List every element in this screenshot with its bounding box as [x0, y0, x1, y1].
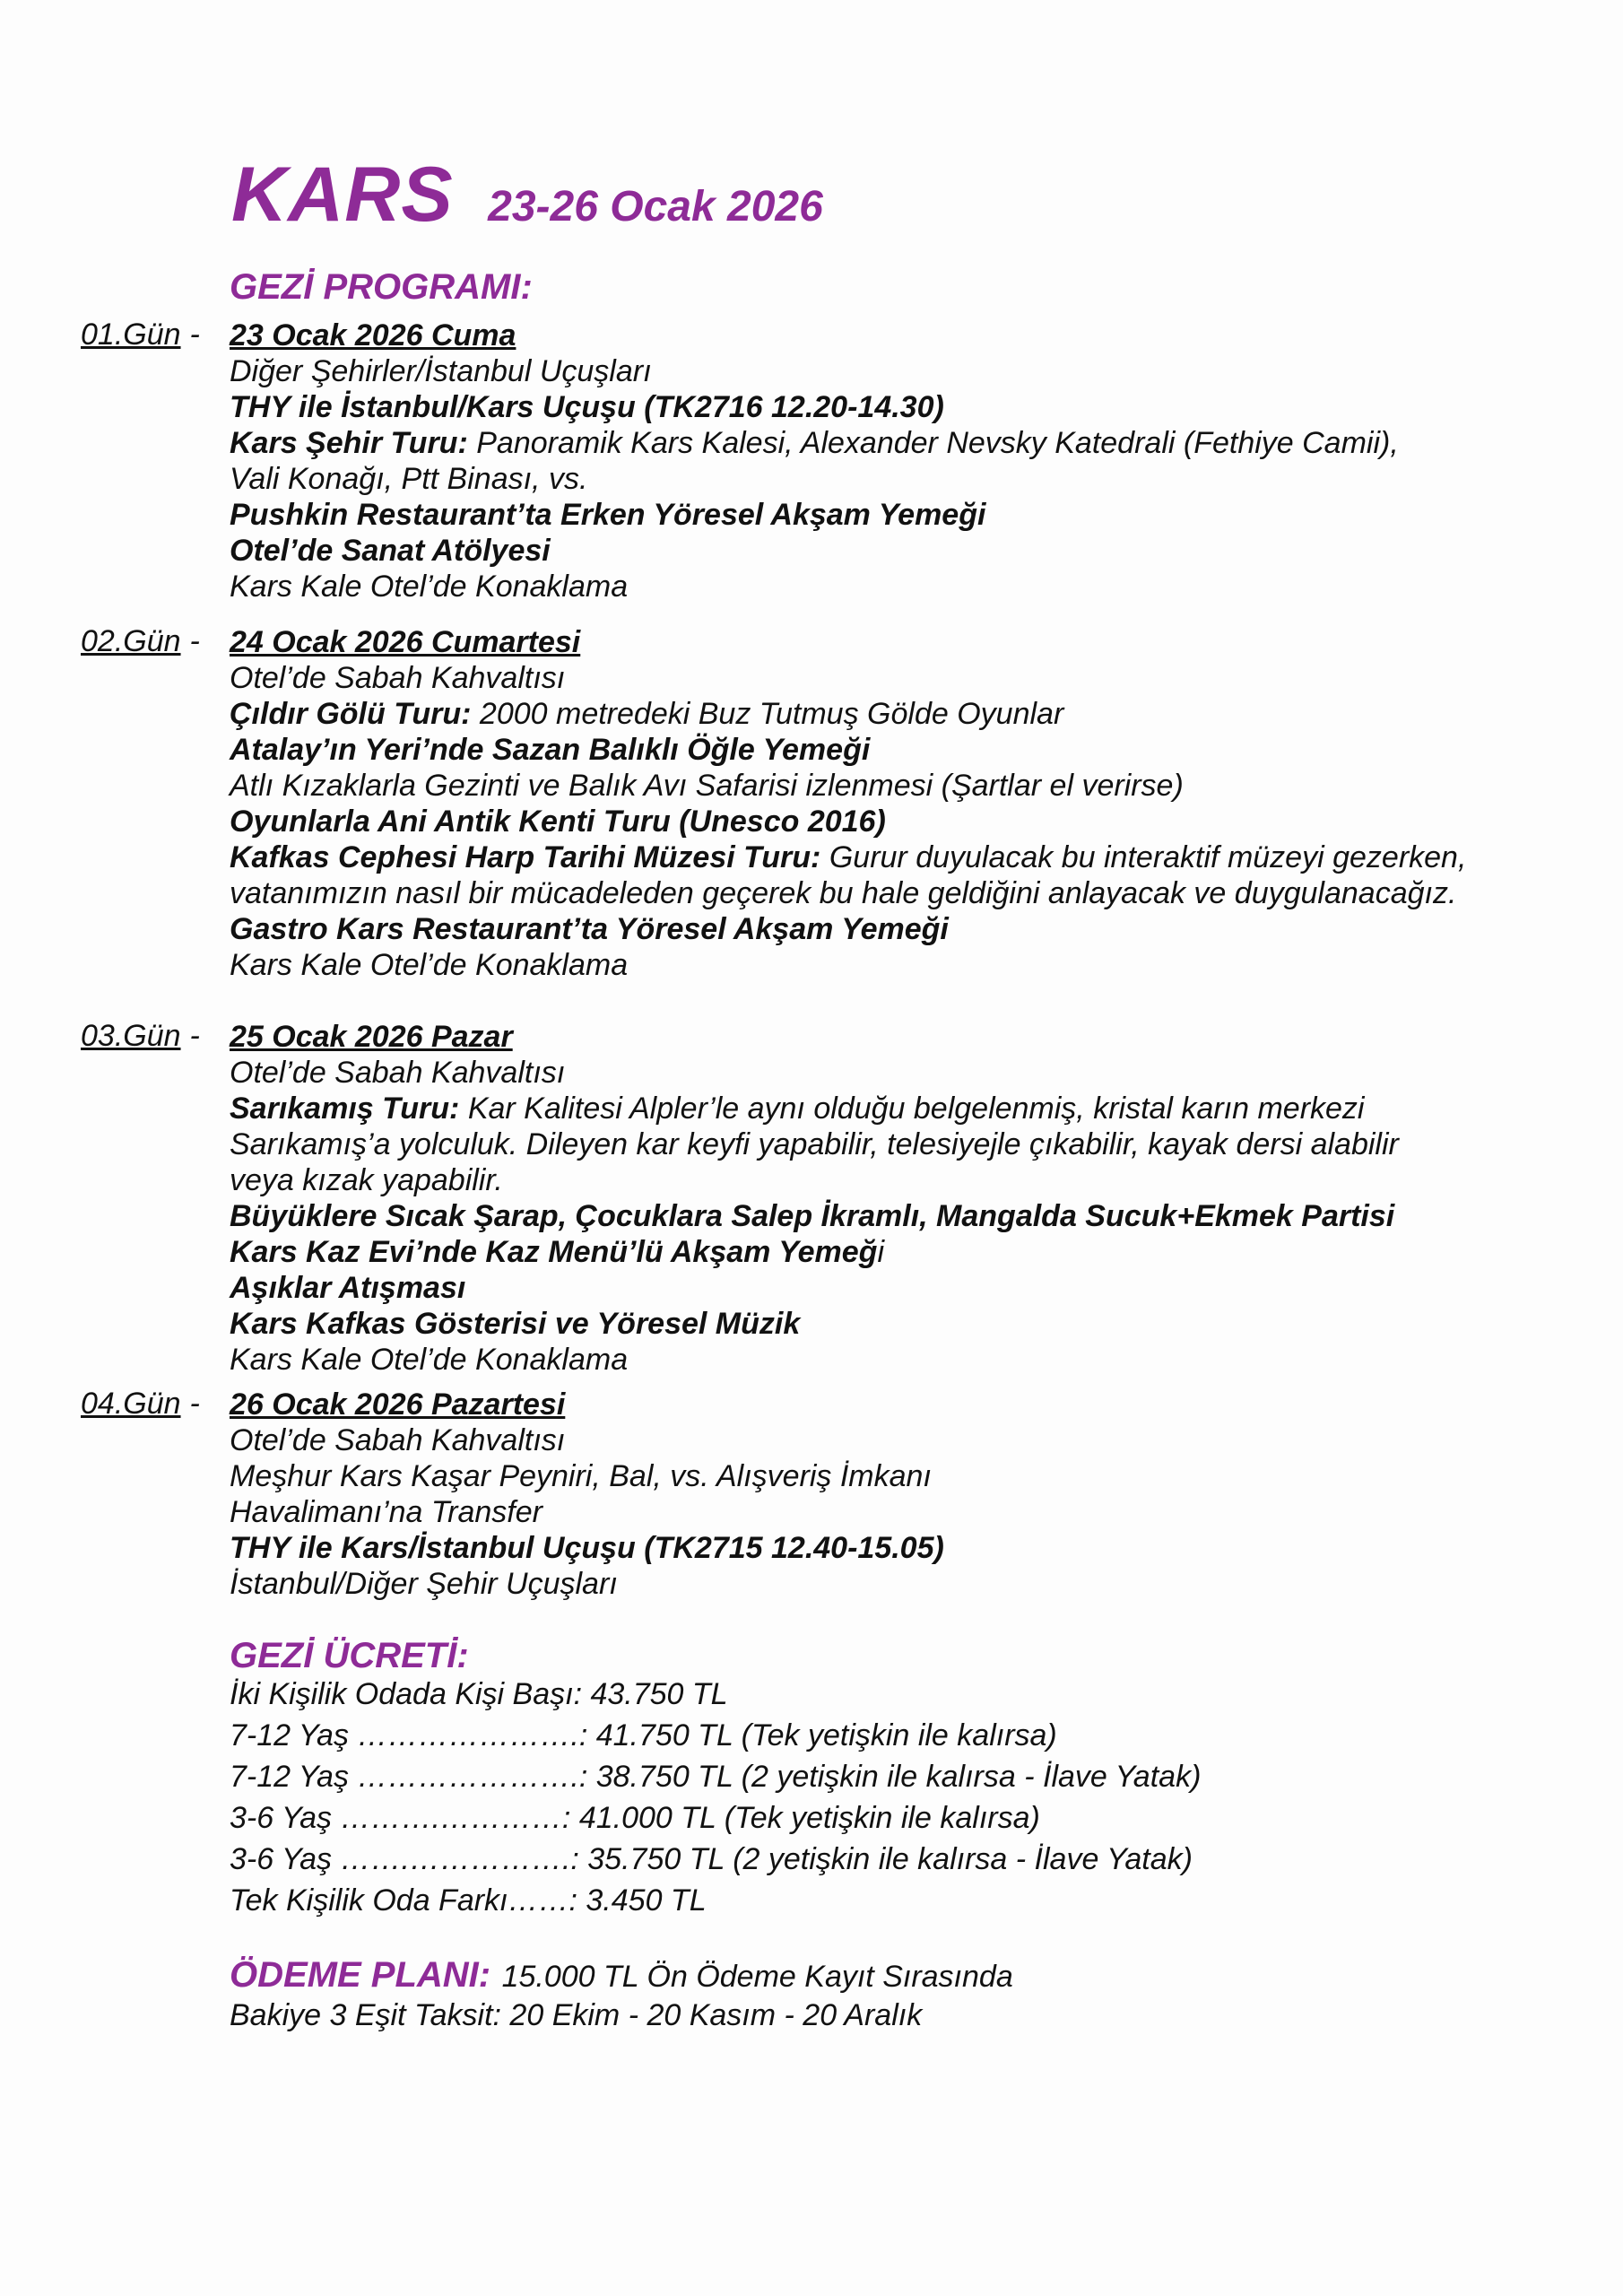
day-label-text: 04.Gün: [81, 1387, 181, 1421]
itinerary-line: [230, 768, 1587, 804]
itinerary-highlight: Atalay’ın Yeri’nde Sazan Balıklı Öğle Yemeği: [230, 733, 871, 767]
day-block-2: [81, 624, 1587, 983]
itinerary-text: Otel’de Sabah Kahvaltısı: [230, 1056, 566, 1090]
itinerary-line: [230, 875, 1587, 911]
itinerary-text: 2000 metredeki Buz Tutmuş Gölde Oyunlar: [471, 697, 1064, 731]
itinerary-text: i: [877, 1235, 884, 1269]
itinerary-line: [230, 1306, 1587, 1342]
itinerary-line: [230, 1198, 1587, 1234]
itinerary-line: [230, 696, 1587, 732]
day-label: 03.Gün -: [81, 1019, 200, 1053]
itinerary-highlight: THY ile İstanbul/Kars Uçuşu (TK2716 12.20-14.30): [230, 390, 944, 424]
itinerary-highlight: Kars Kafkas Gösterisi ve Yöresel Müzik: [230, 1307, 801, 1341]
itinerary-line: [230, 1458, 1587, 1494]
itinerary-text: Kars Kale Otel’de Konaklama: [230, 570, 629, 604]
program-title: GEZİ PROGRAMI:: [230, 267, 533, 307]
itinerary-highlight: Oyunlarla Ani Antik Kenti Turu (Unesco 2016): [230, 804, 886, 839]
price-line: Tek Kişilik Oda Farkı……: 3.450 TL: [230, 1883, 707, 1918]
payment-first-line: 15.000 TL Ön Ödeme Kayıt Sırasında: [501, 1960, 1013, 1994]
itinerary-text: Gurur duyulacak bu interaktif müzeyi gezerken,: [820, 840, 1467, 874]
itinerary-text: Sarıkamış’a yolculuk. Dileyen kar keyfi yapabilir, telesiyejle çıkabilir, kayak dersi alabilir: [230, 1127, 1399, 1161]
itinerary-line: [230, 911, 1587, 947]
itinerary-text: Otel’de Sabah Kahvaltısı: [230, 661, 566, 695]
day-date: 26 Ocak 2026 Pazartesi: [230, 1387, 566, 1422]
day-block-4: [81, 1387, 1587, 1602]
itinerary-highlight: Kars Kaz Evi’nde Kaz Menü’lü Akşam Yemeğ: [230, 1235, 878, 1269]
day-date: 24 Ocak 2026 Cumartesi: [230, 625, 581, 659]
itinerary-text: Diğer Şehirler/İstanbul Uçuşları: [230, 354, 652, 388]
itinerary-highlight: Kafkas Cephesi Harp Tarihi Müzesi Turu:: [230, 840, 821, 874]
price-line: 3-6 Yaş …….…………….: 35.750 TL (2 yetişkin ile kalırsa - İlave Yatak): [230, 1842, 1193, 1876]
itinerary-line: [230, 839, 1587, 875]
itinerary-highlight: Gastro Kars Restaurant’ta Yöresel Akşam Yemeği: [230, 912, 949, 946]
itinerary-text: Panoramik Kars Kalesi, Alexander Nevsky Katedrali (Fethiye Camii),: [467, 426, 1399, 460]
payment-plan: [230, 1955, 1013, 2035]
itinerary-text: Havalimanı’na Transfer: [230, 1495, 542, 1529]
itinerary-line: [230, 533, 1587, 569]
day-label-text: 01.Gün: [81, 317, 181, 352]
itinerary-highlight: Kars Şehir Turu:: [230, 426, 468, 460]
itinerary-line: [230, 732, 1587, 768]
header: [231, 151, 823, 239]
itinerary-highlight: Büyüklere Sıcak Şarap, Çocuklara Salep İkramlı, Mangalda Sucuk+Ekmek Partisi: [230, 1199, 1395, 1233]
itinerary-line: [230, 461, 1587, 497]
itinerary-text: Kars Kale Otel’de Konaklama: [230, 948, 629, 982]
itinerary-line: [230, 1091, 1587, 1126]
itinerary-line: [230, 1566, 1587, 1602]
itinerary-line: [230, 947, 1587, 983]
itinerary-highlight: Pushkin Restaurant’ta Erken Yöresel Akşam Yemeği: [230, 498, 986, 532]
itinerary-line: [230, 1126, 1587, 1162]
itinerary-line: [230, 389, 1587, 425]
itinerary-text: Kars Kale Otel’de Konaklama: [230, 1343, 629, 1377]
itinerary-line: [230, 1494, 1587, 1530]
itinerary-line: [230, 1055, 1587, 1091]
itinerary-text: Atlı Kızaklarla Gezinti ve Balık Avı Safarisi izlenmesi (Şartlar el verirse): [230, 769, 1184, 803]
itinerary-line: [230, 1270, 1587, 1306]
itinerary-text: İstanbul/Diğer Şehir Uçuşları: [230, 1567, 618, 1601]
itinerary-text: vatanımızın nasıl bir mücadeleden geçerek bu hale geldiğini anlayacak ve duygulanacağız.: [230, 876, 1457, 910]
payment-second-line: Bakiye 3 Eşit Taksit: 20 Ekim - 20 Kasım - 20 Aralık: [230, 1998, 923, 2032]
itinerary-line: [230, 425, 1587, 461]
payment-title: ÖDEME PLANI:: [230, 1955, 491, 1995]
day-label: 04.Gün -: [81, 1387, 200, 1421]
day-label-text: 02.Gün: [81, 624, 181, 658]
itinerary-text: Kar Kalitesi Alpler’le aynı olduğu belgelenmiş, kristal karın merkezi: [459, 1091, 1365, 1126]
price-line: İki Kişilik Odada Kişi Başı: 43.750 TL: [230, 1677, 728, 1711]
day-label-text: 03.Gün: [81, 1019, 181, 1053]
trip-dates: 23-26 Ocak 2026: [488, 183, 823, 230]
itinerary-line: [230, 1530, 1587, 1566]
itinerary-line: [230, 1422, 1587, 1458]
day-label: 01.Gün -: [81, 317, 200, 352]
price-title: GEZİ ÜCRETİ:: [230, 1636, 469, 1675]
itinerary-highlight: Otel’de Sanat Atölyesi: [230, 534, 551, 568]
itinerary-highlight: Sarıkamış Turu:: [230, 1091, 460, 1126]
itinerary-text: Otel’de Sabah Kahvaltısı: [230, 1423, 566, 1457]
itinerary-line: [230, 1162, 1587, 1198]
itinerary-line: [230, 497, 1587, 533]
itinerary-line: [230, 1234, 1587, 1270]
itinerary-text: veya kızak yapabilir.: [230, 1163, 503, 1197]
day-date: 25 Ocak 2026 Pazar: [230, 1020, 513, 1054]
price-line: 7-12 Yaş ………………….: 38.750 TL (2 yetişkin ile kalırsa - İlave Yatak): [230, 1760, 1202, 1794]
day-block-1: [81, 317, 1587, 604]
itinerary-line: [230, 804, 1587, 839]
itinerary-line: [230, 1342, 1587, 1378]
day-date: 23 Ocak 2026 Cuma: [230, 318, 516, 352]
price-list: [230, 1674, 1201, 1921]
itinerary-line: [230, 353, 1587, 389]
city-title: KARS: [231, 152, 454, 238]
day-label: 02.Gün -: [81, 624, 200, 658]
itinerary-highlight: Aşıklar Atışması: [230, 1271, 466, 1305]
itinerary-text: Meşhur Kars Kaşar Peyniri, Bal, vs. Alışveriş İmkanı: [230, 1459, 932, 1493]
itinerary-line: [230, 660, 1587, 696]
price-line: 7-12 Yaş ………………….: 41.750 TL (Tek yetişkin ile kalırsa): [230, 1718, 1057, 1752]
price-line: 3-6 Yaş ……….…………: 41.000 TL (Tek yetişkin ile kalırsa): [230, 1801, 1040, 1835]
itinerary-highlight: Çıldır Gölü Turu:: [230, 697, 472, 731]
itinerary-highlight: THY ile Kars/İstanbul Uçuşu (TK2715 12.40-15.05): [230, 1531, 944, 1565]
itinerary-text: Vali Konağı, Ptt Binası, vs.: [230, 462, 588, 496]
day-block-3: [81, 1019, 1587, 1378]
itinerary-line: [230, 569, 1587, 604]
